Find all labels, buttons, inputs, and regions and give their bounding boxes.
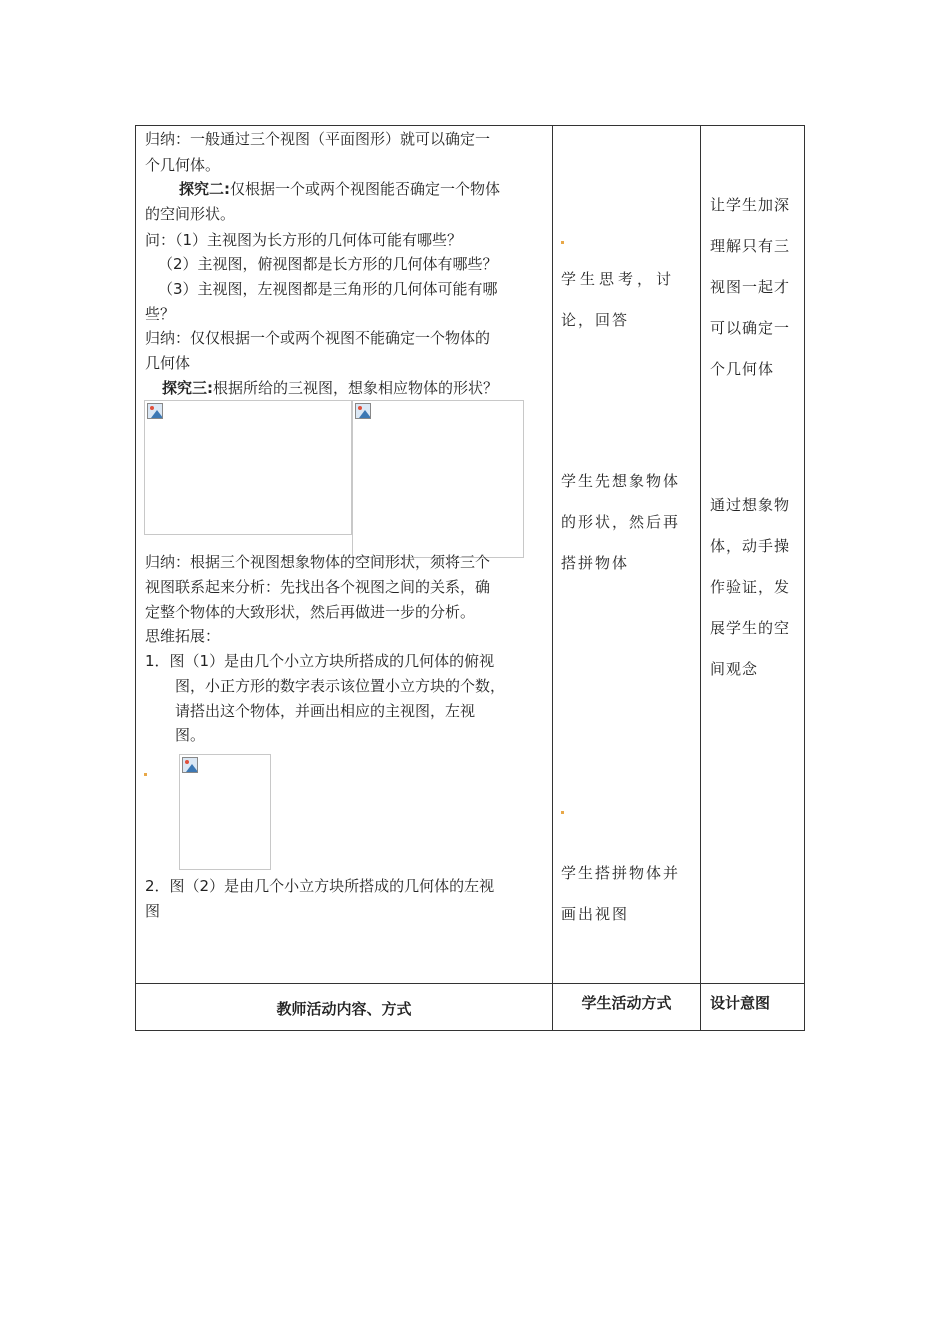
item-1-line3: 请搭出这个物体，并画出相应的主视图，左视 <box>175 702 476 720</box>
footer-divider <box>136 983 804 984</box>
anchor-mark <box>561 241 564 244</box>
header-design-intent: 设计意图 <box>710 994 771 1012</box>
item-1-line2: 图，小正方形的数字表示该位置小立方块的个数， <box>175 677 506 695</box>
summary-3-line1: 归纳：根据三个视图想象物体的空间形状，须将三个 <box>145 553 491 571</box>
question-3-line1: （3）主视图，左视图都是三角形的几何体可能有哪 <box>158 280 498 298</box>
student-activity-2-line2: 的形状，然后再 <box>561 513 681 531</box>
broken-image-icon <box>147 403 163 419</box>
summary-1-line1: 归纳：一般通过三个视图（平面图形）就可以确定一 <box>145 130 491 148</box>
explore-3-label: 探究三: <box>162 379 213 397</box>
design-intent-2-line4: 展学生的空 <box>710 619 791 637</box>
summary-3-line2: 视图联系起来分析：先找出各个视图之间的关系，确 <box>145 578 491 596</box>
lesson-plan-table <box>135 125 805 1031</box>
item-1-line4: 图。 <box>175 726 206 744</box>
question-3-line2: 些？ <box>145 305 176 323</box>
summary-3-line3: 定整个物体的大致形状，然后再做进一步的分析。 <box>145 603 476 621</box>
question-2: （2）主视图，俯视图都是长方形的几何体有哪些？ <box>158 255 498 273</box>
anchor-mark <box>144 773 147 776</box>
thinking-heading: 思维拓展： <box>145 627 221 645</box>
design-intent-1-line3: 视图一起才 <box>710 278 791 296</box>
three-view-image-2 <box>352 400 524 558</box>
student-activity-3-line2: 画出视图 <box>561 905 630 923</box>
question-1: 问：（1）主视图为长方形的几何体可能有哪些？ <box>145 231 463 249</box>
student-activity-2-line1: 学生先想象物体 <box>561 472 681 490</box>
header-teacher-activity: 教师活动内容、方式 <box>276 1000 412 1018</box>
design-intent-1-line1: 让学生加深 <box>710 196 791 214</box>
student-activity-1-line2: 论，回答 <box>561 311 630 329</box>
summary-2-line2: 几何体 <box>145 354 191 372</box>
student-activity-3-line1: 学生搭拼物体并 <box>561 864 681 882</box>
item-1-line1: 1．图（1）是由几个小立方块所搭成的几何体的俯视 <box>145 652 495 670</box>
item-2-line1: 2．图（2）是由几个小立方块所搭成的几何体的左视 <box>145 877 495 895</box>
anchor-mark <box>561 811 564 814</box>
explore-2-line <box>179 176 500 202</box>
broken-image-icon <box>355 403 371 419</box>
column-divider-2 <box>700 126 701 1030</box>
item-2-line2: 图 <box>145 902 161 920</box>
design-intent-2-line5: 间观念 <box>710 660 759 678</box>
three-view-image-1 <box>144 400 352 535</box>
explore-2-label: 探究二: <box>179 180 230 198</box>
student-activity-2-line3: 搭拼物体 <box>561 554 630 572</box>
broken-image-icon <box>182 757 198 773</box>
design-intent-1-line2: 理解只有三 <box>710 237 791 255</box>
explore-3-line <box>162 375 498 401</box>
design-intent-1-line5: 个几何体 <box>710 360 775 378</box>
summary-2-line1: 归纳：仅仅根据一个或两个视图不能确定一个物体的 <box>145 329 491 347</box>
design-intent-1-line4: 可以确定一 <box>710 319 791 337</box>
student-activity-1-line1: 学生思考，讨 <box>561 270 676 288</box>
explore-2-line2: 的空间形状。 <box>145 205 236 223</box>
design-intent-2-line2: 体，动手操 <box>710 537 791 555</box>
explore-3-text: 根据所给的三视图，想象相应物体的形状？ <box>213 379 499 397</box>
summary-1-line2: 个几何体。 <box>145 156 221 174</box>
explore-2-text: 仅根据一个或两个视图能否确定一个物体 <box>230 180 501 198</box>
figure-1-image <box>179 754 271 870</box>
design-intent-2-line3: 作验证，发 <box>710 578 791 596</box>
column-divider-1 <box>552 126 553 1030</box>
header-student-activity: 学生活动方式 <box>581 994 672 1012</box>
design-intent-2-line1: 通过想象物 <box>710 496 791 514</box>
